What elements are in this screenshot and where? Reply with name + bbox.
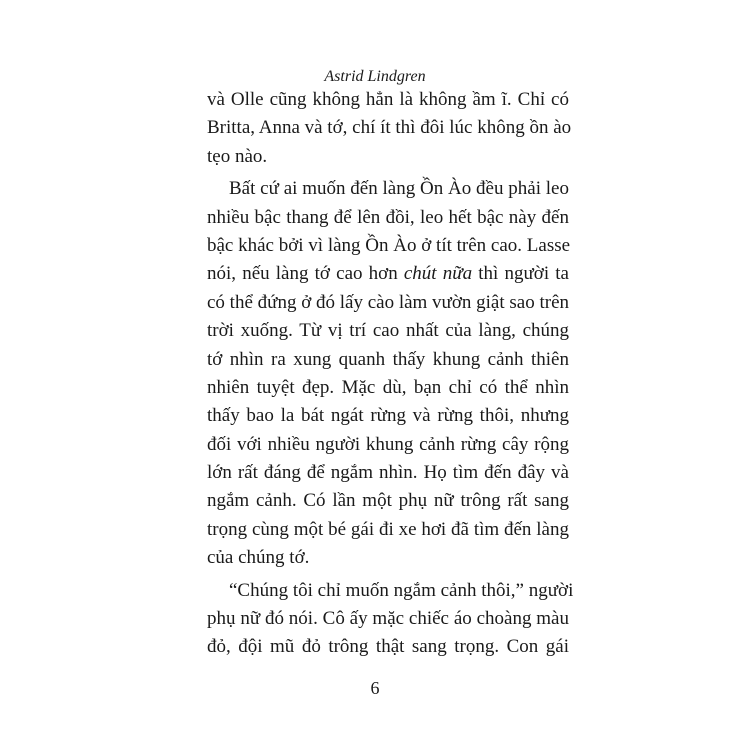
text-line: thấy bao la bát ngát rừng và rừng thôi, nhưng <box>207 405 569 427</box>
paragraph <box>207 175 569 572</box>
text-line: có thể đứng ở đó lấy cào làm vườn giật sao trên <box>207 291 570 313</box>
text-line: nhiên tuyệt đẹp. Mặc dù, bạn chỉ có thể nhìn <box>207 376 569 398</box>
text-line: ngắm cảnh. Có lần một phụ nữ trông rất sang <box>207 490 569 512</box>
text-line: của chúng tớ. <box>207 547 310 569</box>
text-line: lớn rất đáng để ngắm nhìn. Họ tìm đến đây và <box>207 462 569 484</box>
page-number: 6 <box>370 678 380 698</box>
text-segment: thì người ta <box>472 263 569 285</box>
paragraph <box>207 86 572 171</box>
page-body-text <box>207 86 574 662</box>
text-line: “Chúng tôi chỉ muốn ngắm cảnh thôi,” người <box>229 579 574 601</box>
text-line: và Olle cũng không hẳn là không ầm ĩ. Chỉ có <box>207 89 569 110</box>
text-line: tớ nhìn ra xung quanh thấy khung cảnh thiên <box>207 348 569 370</box>
text-line: nhiều bậc thang để lên đồi, leo hết bậc này đến <box>207 206 569 228</box>
text-line: bậc khác bởi vì làng Ồn Ào ở tít trên cao. Lasse <box>207 234 571 256</box>
text-line: đối với nhiều người khung cảnh rừng cây rộng <box>207 433 569 455</box>
text-segment: nói, nếu làng tớ cao hơn <box>207 263 404 285</box>
text-line: Bất cứ ai muốn đến làng Ồn Ào đều phải leo <box>229 178 569 200</box>
emphasis-text: chút nữa <box>403 263 473 285</box>
text-line: đỏ, đội mũ đỏ trông thật sang trọng. Con gái <box>207 636 569 658</box>
running-header-author: Astrid Lindgren <box>324 68 426 85</box>
text-line-with-emphasis <box>207 260 569 288</box>
paragraph <box>207 577 574 662</box>
text-line: Britta, Anna và tớ, chí ít thì đôi lúc không ồn ào <box>207 117 572 139</box>
text-line: tẹo nào. <box>207 145 268 167</box>
text-line: trọng cùng một bé gái đi xe hơi đã tìm đến làng <box>207 518 569 540</box>
text-line: trời xuống. Từ vị trí cao nhất của làng, chúng <box>207 320 569 342</box>
text-line: phụ nữ đó nói. Cô ấy mặc chiếc áo choàng màu <box>207 608 569 630</box>
